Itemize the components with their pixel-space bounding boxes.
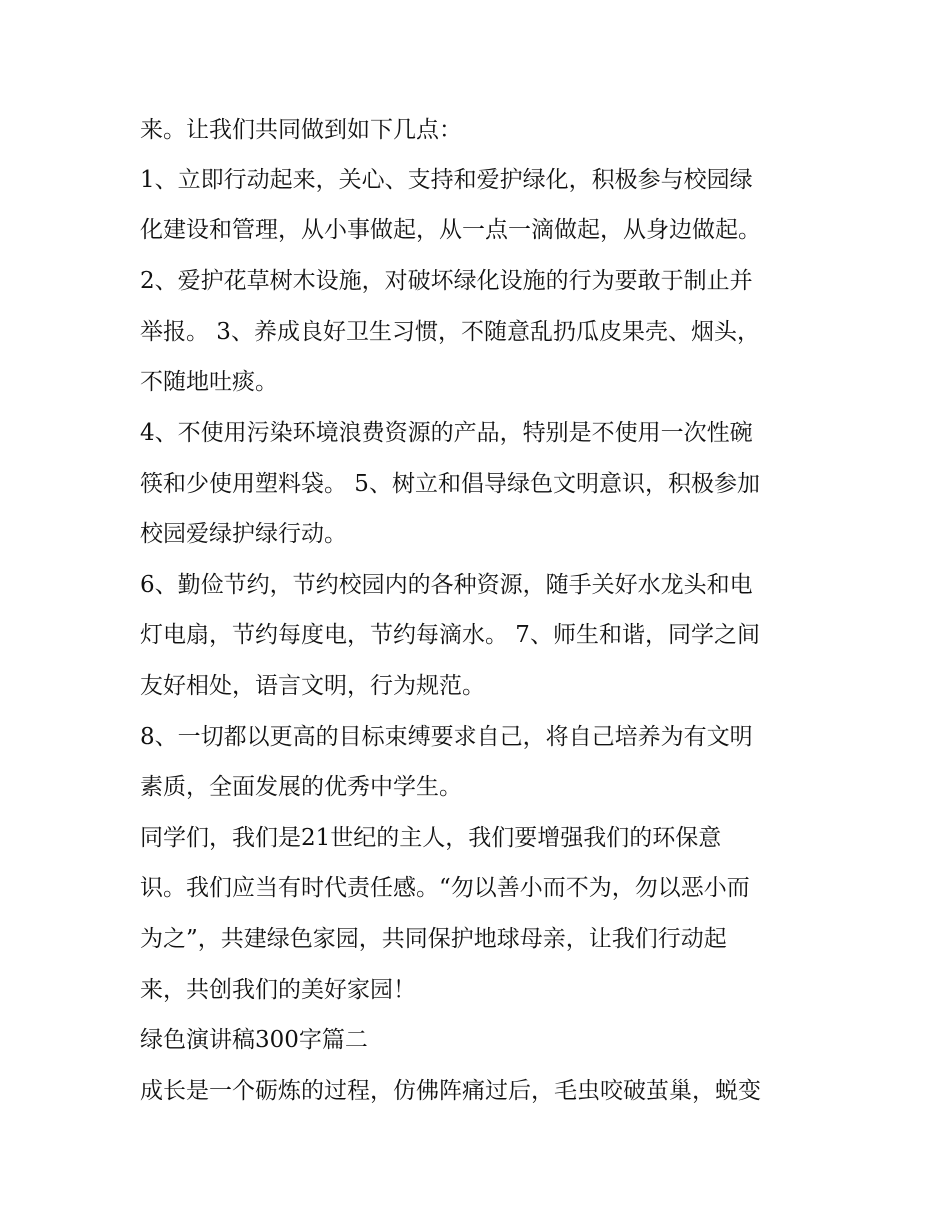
text-line: 来。让我们共同做到如下几点：: [140, 117, 462, 143]
text-line: 灯电扇，节约每度电，节约每滴水。 7、师生和谐，同学之间: [140, 622, 760, 648]
text-line: 筷和少使用塑料袋。 5、树立和倡导绿色文明意识，积极参加: [140, 471, 760, 497]
text-line: 2、爱护花草树木设施，对破坏绿化设施的行为要敢于制止并: [140, 268, 753, 294]
text-line: 成长是一个砺炼的过程，仿佛阵痛过后，毛虫咬破茧巢，蜕变: [140, 1078, 761, 1104]
text-line: 识。我们应当有时代责任感。“勿以善小而不为，勿以恶小而: [140, 875, 750, 901]
text-line: 化建设和管理，从小事做起，从一点一滴做起，从身边做起。: [140, 217, 761, 243]
text-line: 8、一切都以更高的目标束缚要求自己，将自己培养为有文明: [140, 724, 753, 750]
text-line: 校园爱绿护绿行动。: [140, 521, 347, 547]
text-line: 不随地吐痰。: [140, 369, 278, 395]
text-line: 为之”，共建绿色家园，共同保护地球母亲，让我们行动起: [140, 926, 727, 952]
text-line: 6、勤俭节约，节约校园内的各种资源，随手关好水龙头和电: [140, 572, 753, 598]
text-line: 来，共创我们的美好家园！: [140, 977, 416, 1003]
text-line: 4、不使用污染环境浪费资源的产品，特别是不使用一次性碗: [140, 420, 753, 446]
text-line: 素质，全面发展的优秀中学生。: [140, 774, 462, 800]
section-heading: 绿色演讲稿300字篇二: [140, 1027, 368, 1053]
text-line: 同学们，我们是21世纪的主人，我们要增强我们的环保意: [140, 825, 722, 851]
text-line: 友好相处，语言文明，行为规范。: [140, 673, 485, 699]
text-line: 举报。 3、养成良好卫生习惯，不随意乱扔瓜皮果壳、烟头，: [140, 319, 760, 345]
text-line: 1、立即行动起来，关心、支持和爱护绿化，积极参与校园绿: [140, 167, 753, 193]
